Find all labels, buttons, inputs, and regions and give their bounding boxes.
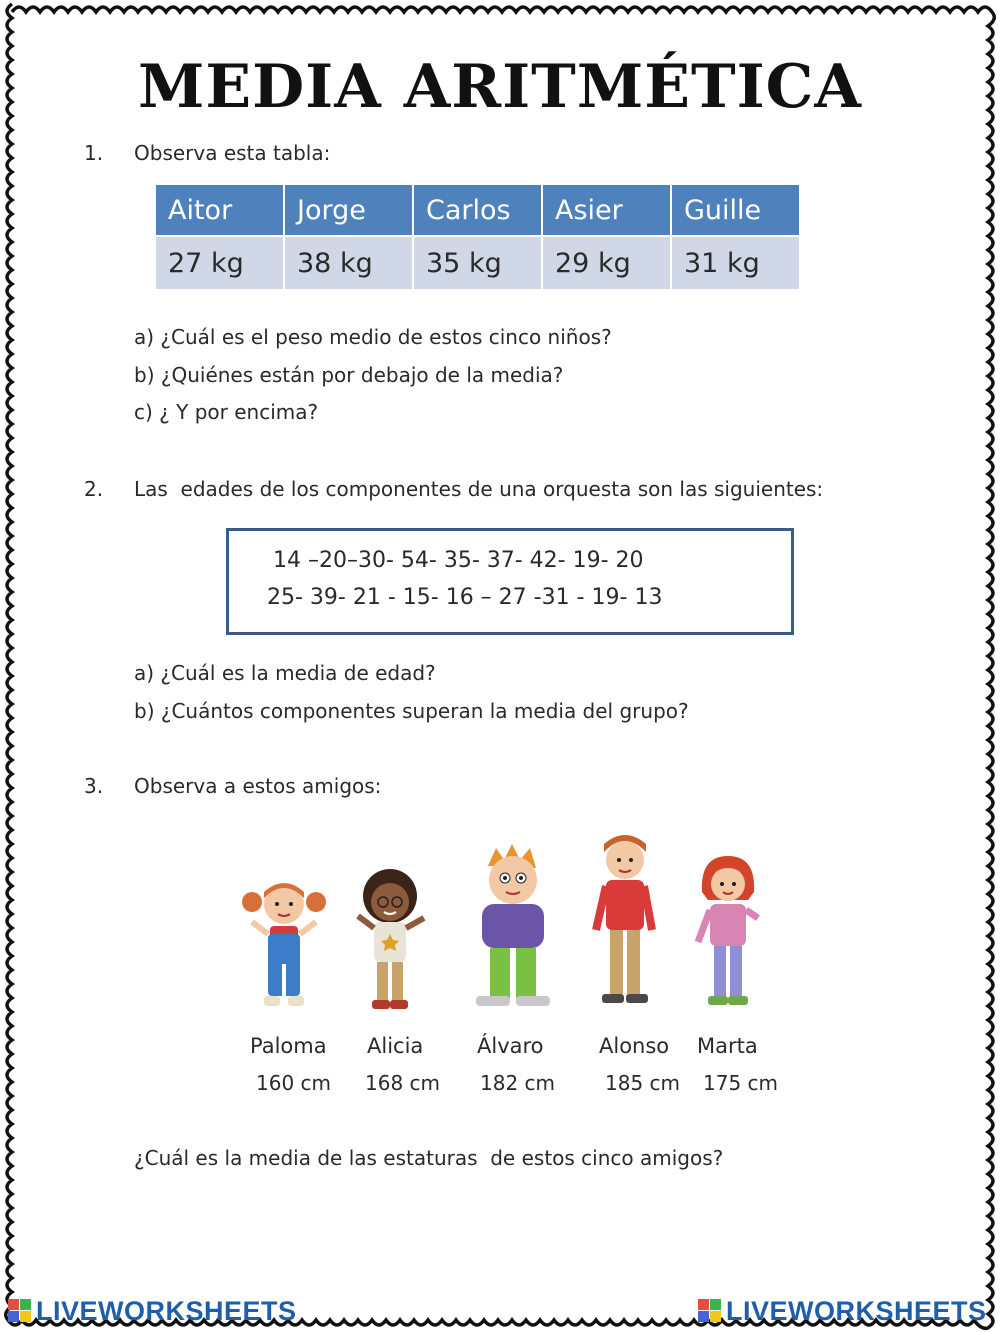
friend-height: 175 cm <box>703 1071 779 1095</box>
table-header-row <box>155 184 800 236</box>
friend-height: 182 cm <box>480 1071 556 1095</box>
watermark-right <box>698 1296 987 1326</box>
liveworksheets-logo-icon <box>698 1299 722 1323</box>
boy-alonso-illustration <box>592 830 658 1008</box>
watermark-left <box>8 1296 297 1326</box>
ages-line-1: 14 –20–30- 54- 35- 37- 42- 19- 20 <box>273 548 644 573</box>
table-header-cell: Asier <box>542 184 671 236</box>
exercise-3-number: 3. <box>84 774 104 798</box>
boy-alvaro-illustration <box>462 842 564 1014</box>
table-cell: 27 kg <box>155 236 284 290</box>
friend-name: Marta <box>697 1034 758 1058</box>
exercise-3-question: ¿Cuál es la media de las estaturas de estos cinco amigos? <box>134 1146 724 1170</box>
girl-paloma-illustration <box>238 872 330 1014</box>
friend-name: Alicia <box>367 1034 424 1058</box>
question-1c: c) ¿ Y por encima? <box>134 400 319 424</box>
friend-height: 168 cm <box>365 1071 441 1095</box>
watermark-text: LIVEWORKSHEETS <box>726 1295 987 1326</box>
girl-alicia-illustration <box>344 866 436 1014</box>
table-cell: 31 kg <box>671 236 800 290</box>
weights-table <box>154 183 801 291</box>
exercise-2-prompt: Las edades de los componentes de una orquesta son las siguientes: <box>134 477 824 501</box>
table-cell: 35 kg <box>413 236 542 290</box>
table-header-cell: Aitor <box>155 184 284 236</box>
table-header-cell: Carlos <box>413 184 542 236</box>
friend-name: Álvaro <box>477 1034 544 1058</box>
table-cell: 29 kg <box>542 236 671 290</box>
question-1a: a) ¿Cuál es el peso medio de estos cinco niños? <box>134 325 612 349</box>
liveworksheets-logo-icon <box>8 1299 32 1323</box>
ages-box <box>226 528 794 635</box>
exercise-2-number: 2. <box>84 477 104 501</box>
friend-height: 160 cm <box>256 1071 332 1095</box>
ages-line-2: 25- 39- 21 - 15- 16 – 27 -31 - 19- 13 <box>267 585 663 610</box>
table-header-cell: Guille <box>671 184 800 236</box>
table-row <box>155 236 800 290</box>
exercise-1-prompt: Observa esta tabla: <box>134 141 331 165</box>
exercise-3-prompt: Observa a estos amigos: <box>134 774 382 798</box>
question-1b: b) ¿Quiénes están por debajo de la media? <box>134 363 564 387</box>
exercise-1-number: 1. <box>84 141 104 165</box>
friend-name: Alonso <box>599 1034 670 1058</box>
question-2a: a) ¿Cuál es la media de edad? <box>134 661 436 685</box>
table-cell: 38 kg <box>284 236 413 290</box>
question-2b: b) ¿Cuántos componentes superan la media del grupo? <box>134 699 689 723</box>
friend-name: Paloma <box>250 1034 327 1058</box>
page-title: MEDIA ARITMÉTICA <box>138 52 862 122</box>
girl-marta-illustration <box>692 852 764 1010</box>
watermark-text: LIVEWORKSHEETS <box>36 1295 297 1326</box>
friend-height: 185 cm <box>605 1071 681 1095</box>
table-header-cell: Jorge <box>284 184 413 236</box>
